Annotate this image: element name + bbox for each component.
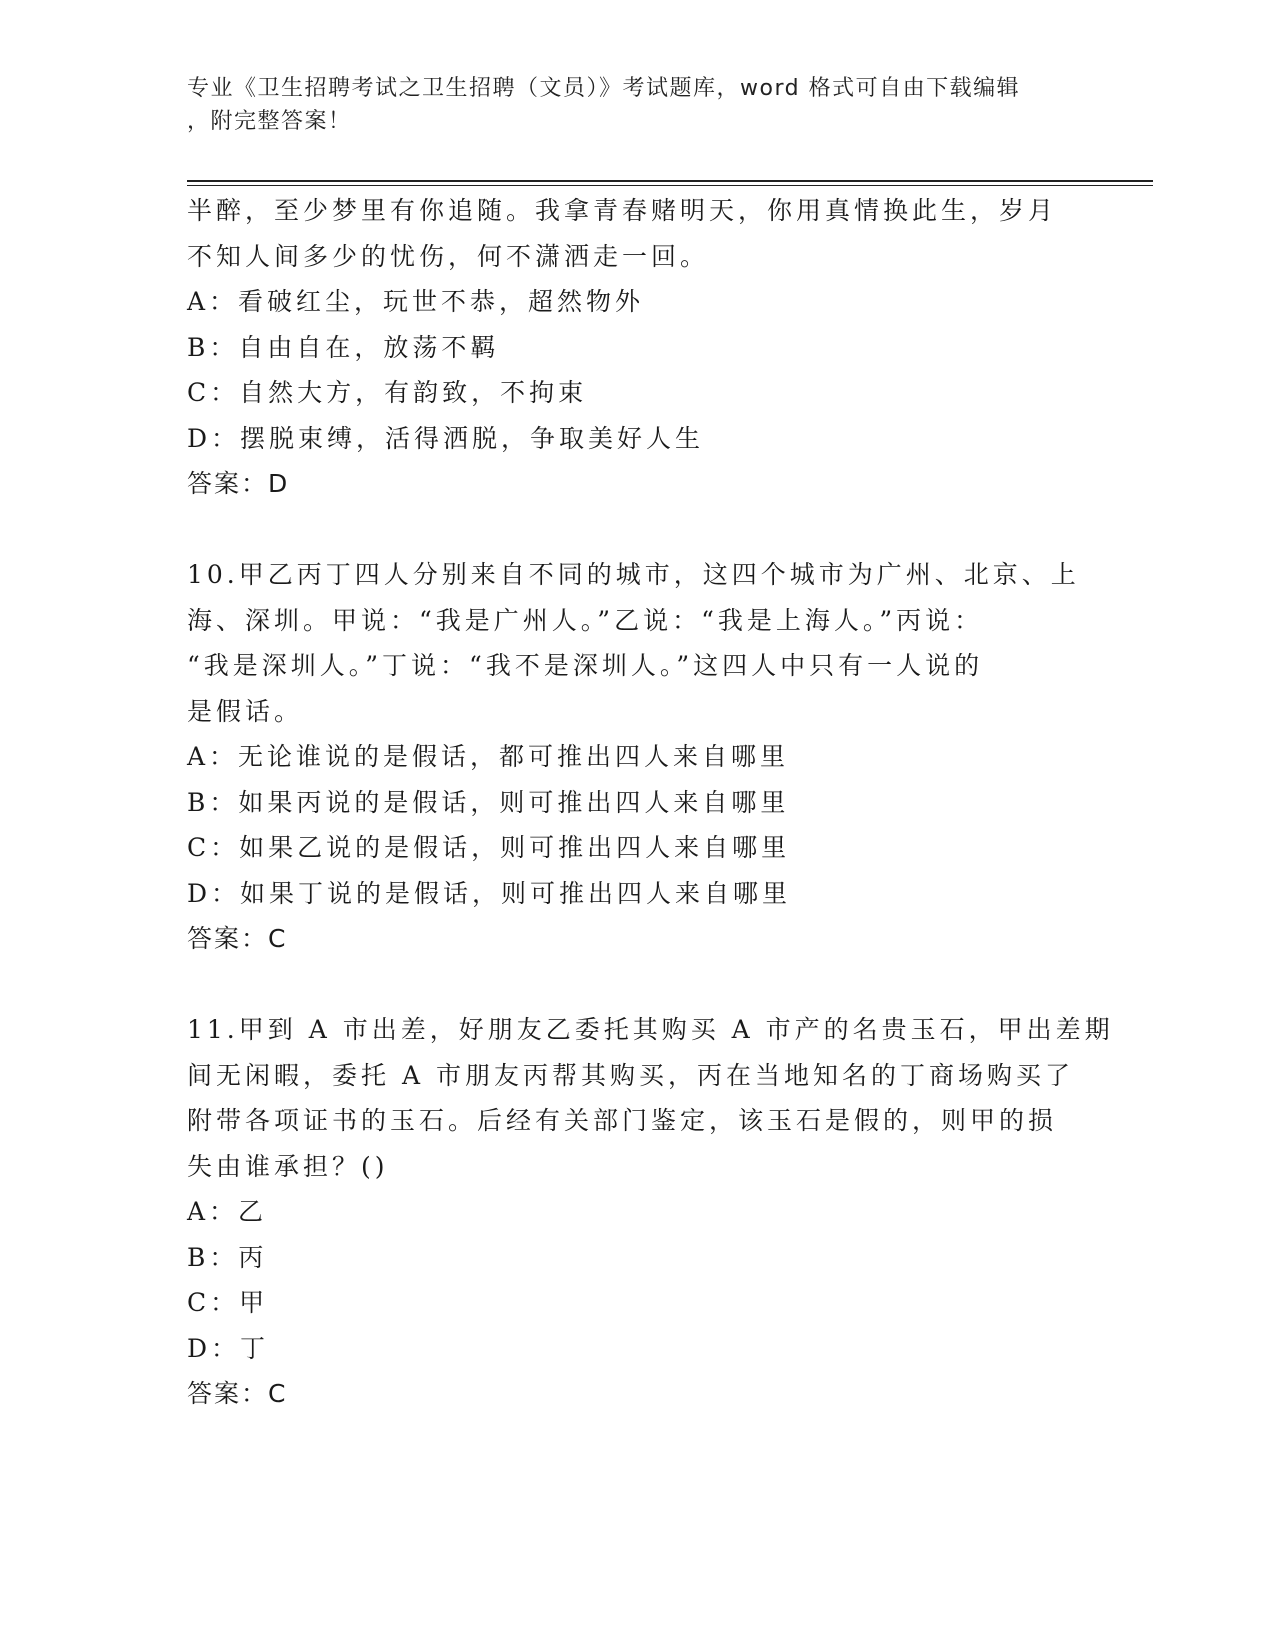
option-b: B：如果丙说的是假话，则可推出四人来自哪里 xyxy=(187,787,790,817)
option-c: C：甲 xyxy=(187,1288,269,1317)
question-stem-line: 10.甲乙丙丁四人分别来自不同的城市，这四个城市为广州、北京、上 xyxy=(187,560,1080,589)
header-title-line-1: 专业《卫生招聘考试之卫生招聘（文员）》考试题库，word 格式可自由下载编辑 xyxy=(187,76,1021,101)
question-10 xyxy=(187,552,1087,962)
document-body xyxy=(187,188,1114,1417)
option-c: C：如果乙说的是假话，则可推出四人来自哪里 xyxy=(187,833,791,862)
question-stem-line: 不知人间多少的忧伤，何不潇洒走一回。 xyxy=(187,241,710,271)
header-divider-thick xyxy=(187,180,1153,182)
option-d: D：摆脱束缚，活得洒脱，争取美好人生 xyxy=(187,423,705,453)
option-d: D：如果丁说的是假话，则可推出四人来自哪里 xyxy=(187,878,792,908)
question-stem-line: 海、深圳。甲说：“我是广州人。”乙说：“我是上海人。”丙说： xyxy=(187,605,984,635)
question-9 xyxy=(187,188,1087,507)
question-stem-line: 是假话。 xyxy=(187,696,304,726)
option-b: B：自由自在，放荡不羁 xyxy=(187,332,500,362)
question-stem-line: 失由谁承担？() xyxy=(187,1151,389,1181)
option-a: A：无论谁说的是假话，都可推出四人来自哪里 xyxy=(187,742,790,771)
document-header xyxy=(187,72,1087,138)
answer-line: 答案：C xyxy=(187,924,288,953)
question-stem-line: 间无闲暇，委托 A 市朋友丙帮其购买，丙在当地知名的丁商场购买了 xyxy=(187,1060,1074,1090)
header-title-line-2: ，附完整答案！ xyxy=(187,109,352,134)
option-c: C：自然大方，有韵致，不拘束 xyxy=(187,378,588,407)
answer-line: 答案：D xyxy=(187,469,290,498)
question-stem-line: 11.甲到 A 市出差，好朋友乙委托其购买 A 市产的名贵玉石，甲出差期 xyxy=(187,1015,1114,1044)
option-a: A：看破红尘，玩世不恭，超然物外 xyxy=(187,287,645,316)
option-d: D：丁 xyxy=(187,1333,270,1363)
question-spacer xyxy=(187,962,1087,1008)
answer-line: 答案：C xyxy=(187,1379,288,1408)
header-divider-thin xyxy=(187,185,1153,186)
question-stem-line: 附带各项证书的玉石。后经有关部门鉴定，该玉石是假的，则甲的损 xyxy=(187,1106,1058,1135)
question-stem-line: 半醉，至少梦里有你追随。我拿青春赌明天，你用真情换此生，岁月 xyxy=(187,196,1058,225)
option-b: B：丙 xyxy=(187,1242,268,1272)
question-11 xyxy=(187,1007,1114,1417)
question-stem-line: “我是深圳人。”丁说：“我不是深圳人。”这四人中只有一人说的 xyxy=(187,651,984,680)
question-spacer xyxy=(187,507,1087,553)
option-a: A：乙 xyxy=(187,1197,268,1226)
